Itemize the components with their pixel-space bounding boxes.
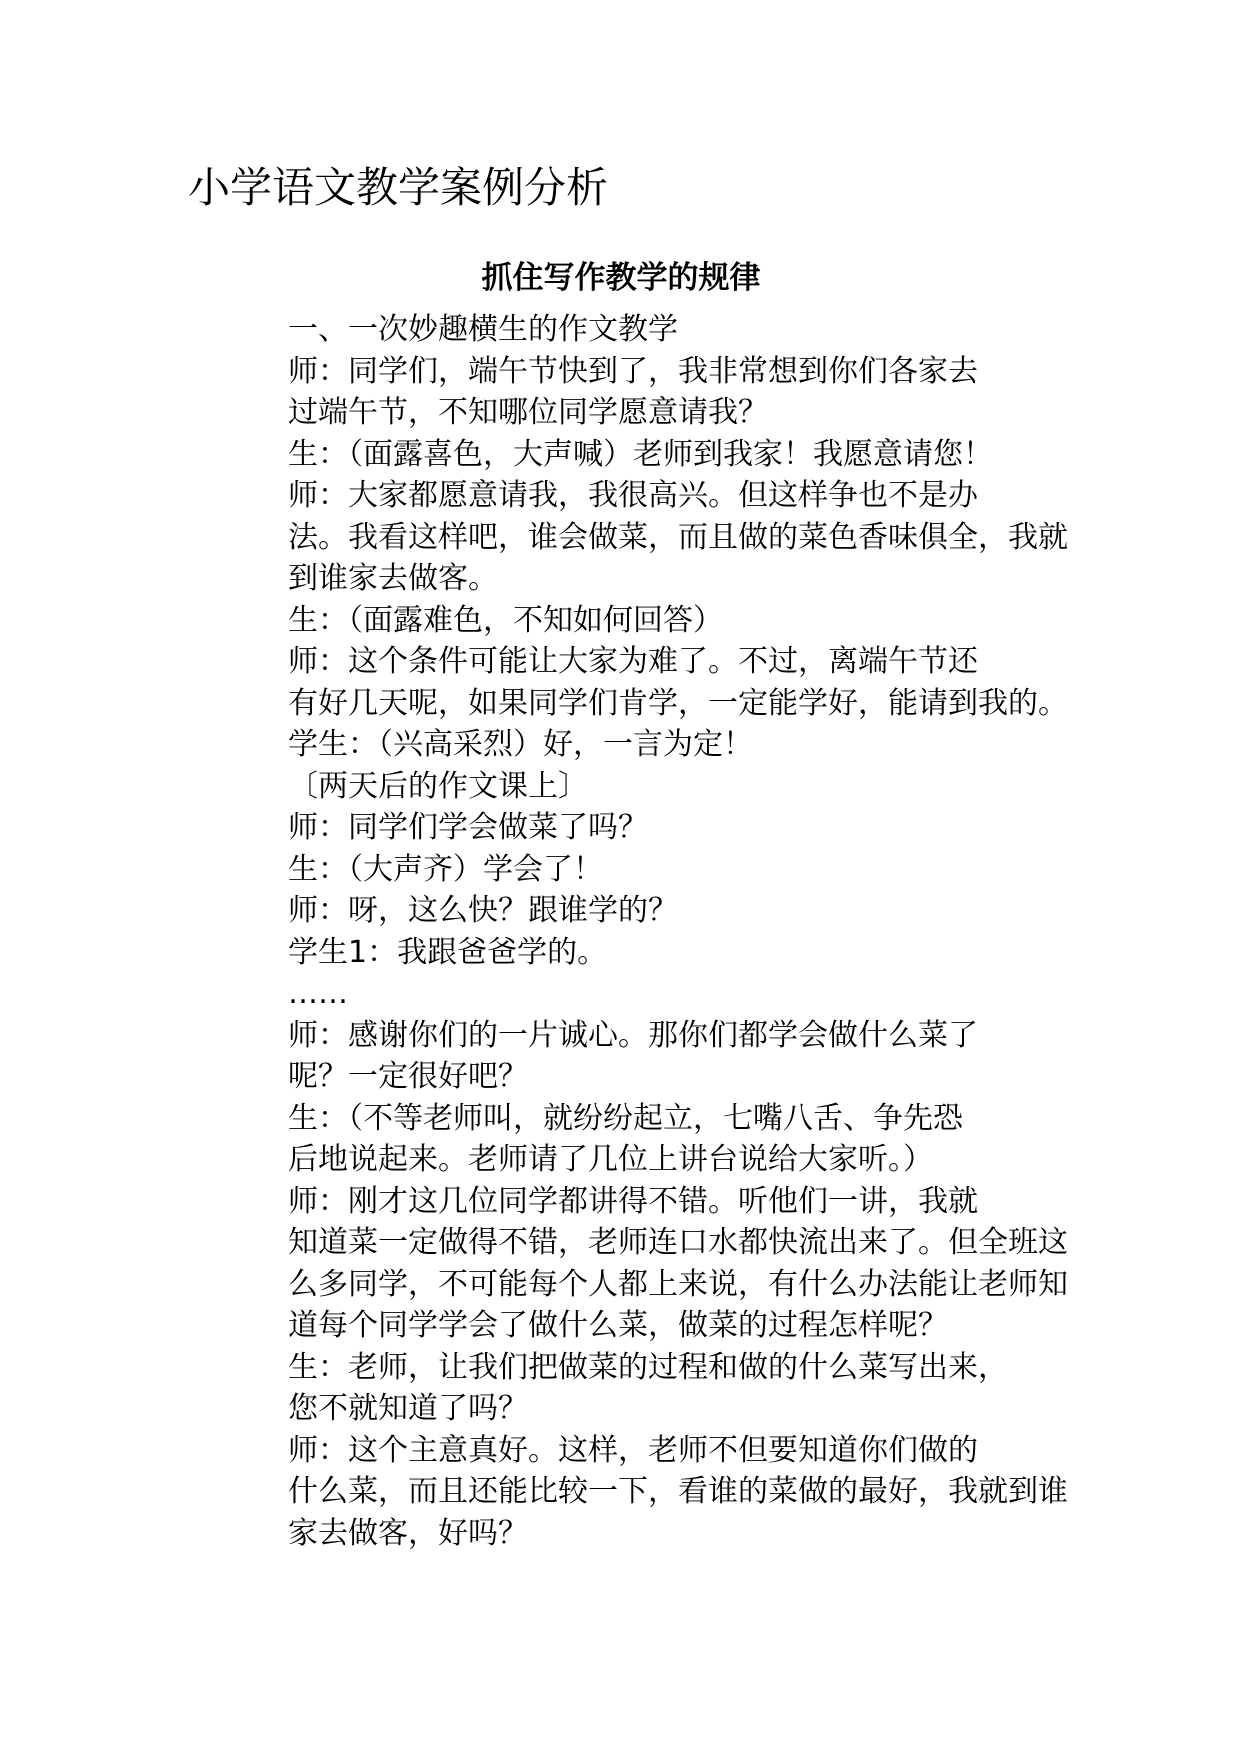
paragraph [188,724,1054,766]
text-line: 〔两天后的作文课上〕 [288,768,588,804]
text-line: 师：刚才这几位同学都讲得不错。听他们一讲，我就 [288,1183,978,1219]
text-line: 什么菜，而且还能比较一下，看谁的菜做的最好，我就到谁 [288,1474,1068,1509]
text-line: 您不就知道了吗？ [288,1391,528,1426]
text-line: 一、一次妙趣横生的作文教学 [288,312,678,347]
text-line: 生：（大声齐）学会了！ [288,851,603,887]
text-line: 师：呀，这么快？跟谁学的？ [288,893,678,928]
text-line: 学生1：我跟爸爸学的。 [288,934,608,970]
text-line: 学生：（兴高采烈）好，一言为定！ [288,727,753,762]
paragraph [188,351,1054,434]
text-line: 生：（面露喜色，大声喊）老师到我家！我愿意请您！ [288,436,993,472]
paragraph [188,1098,1054,1181]
paragraph [188,890,1054,932]
text-line: 道每个同学学会了做什么菜，做菜的过程怎样呢？ [288,1308,948,1343]
text-line: 呢？一定很好吧？ [288,1059,528,1094]
paragraph [188,1181,1068,1347]
paragraph [188,1430,1068,1555]
paragraph [188,641,1068,724]
paragraph [188,475,1068,600]
text-line: 师：大家都愿意请我，我很高兴。但这样争也不是办 [288,478,978,513]
paragraph [188,766,1054,808]
paragraph [188,600,1054,642]
paragraph [188,973,1054,1015]
text-line: 生：（不等老师叫，就纷纷起立，七嘴八舌、争先恐 [288,1100,963,1136]
document-body [188,309,1088,1554]
paragraph [188,1015,1054,1098]
text-line: 师：同学们，端午节快到了，我非常想到你们各家去 [288,353,978,389]
paragraph [188,849,1054,891]
section-title: 抓住写作教学的规律 [481,260,761,296]
paragraph [188,932,1054,974]
paragraph [188,807,1054,849]
text-line: 么多同学，不可能每个人都上来说，有什么办法能让老师知 [288,1266,1068,1302]
text-line: 过端午节，不知哪位同学愿意请我？ [288,395,768,430]
paragraph [188,434,1054,476]
text-line: …… [288,976,348,1011]
text-line: 后地说起来。老师请了几位上讲台说给大家听。） [288,1142,933,1177]
text-line: 知道菜一定做得不错，老师连口水都快流出来了。但全班这 [288,1225,1068,1260]
text-line: 师：感谢你们的一片诚心。那你们都学会做什么菜了 [288,1017,978,1053]
text-line: 有好几天呢，如果同学们肯学，一定能学好，能请到我的。 [288,685,1068,721]
paragraph [188,1347,1054,1430]
text-line: 师：这个条件可能让大家为难了。不过，离端午节还 [288,644,978,679]
text-line: 生：（面露难色，不知如何回答） [288,602,723,638]
text-line: 师：同学们学会做菜了吗？ [288,810,648,845]
paragraph [188,309,1054,351]
text-line: 家去做客，好吗？ [288,1515,528,1551]
text-line: 法。我看这样吧，谁会做菜，而且做的菜色香味俱全，我就 [288,519,1068,555]
text-line: 师：这个主意真好。这样，老师不但要知道你们做的 [288,1432,978,1468]
text-line: 生：老师，让我们把做菜的过程和做的什么菜写出来， [288,1349,1008,1385]
text-line: 到谁家去做客。 [288,561,498,596]
document-title: 小学语文教学案例分析 [188,163,609,212]
